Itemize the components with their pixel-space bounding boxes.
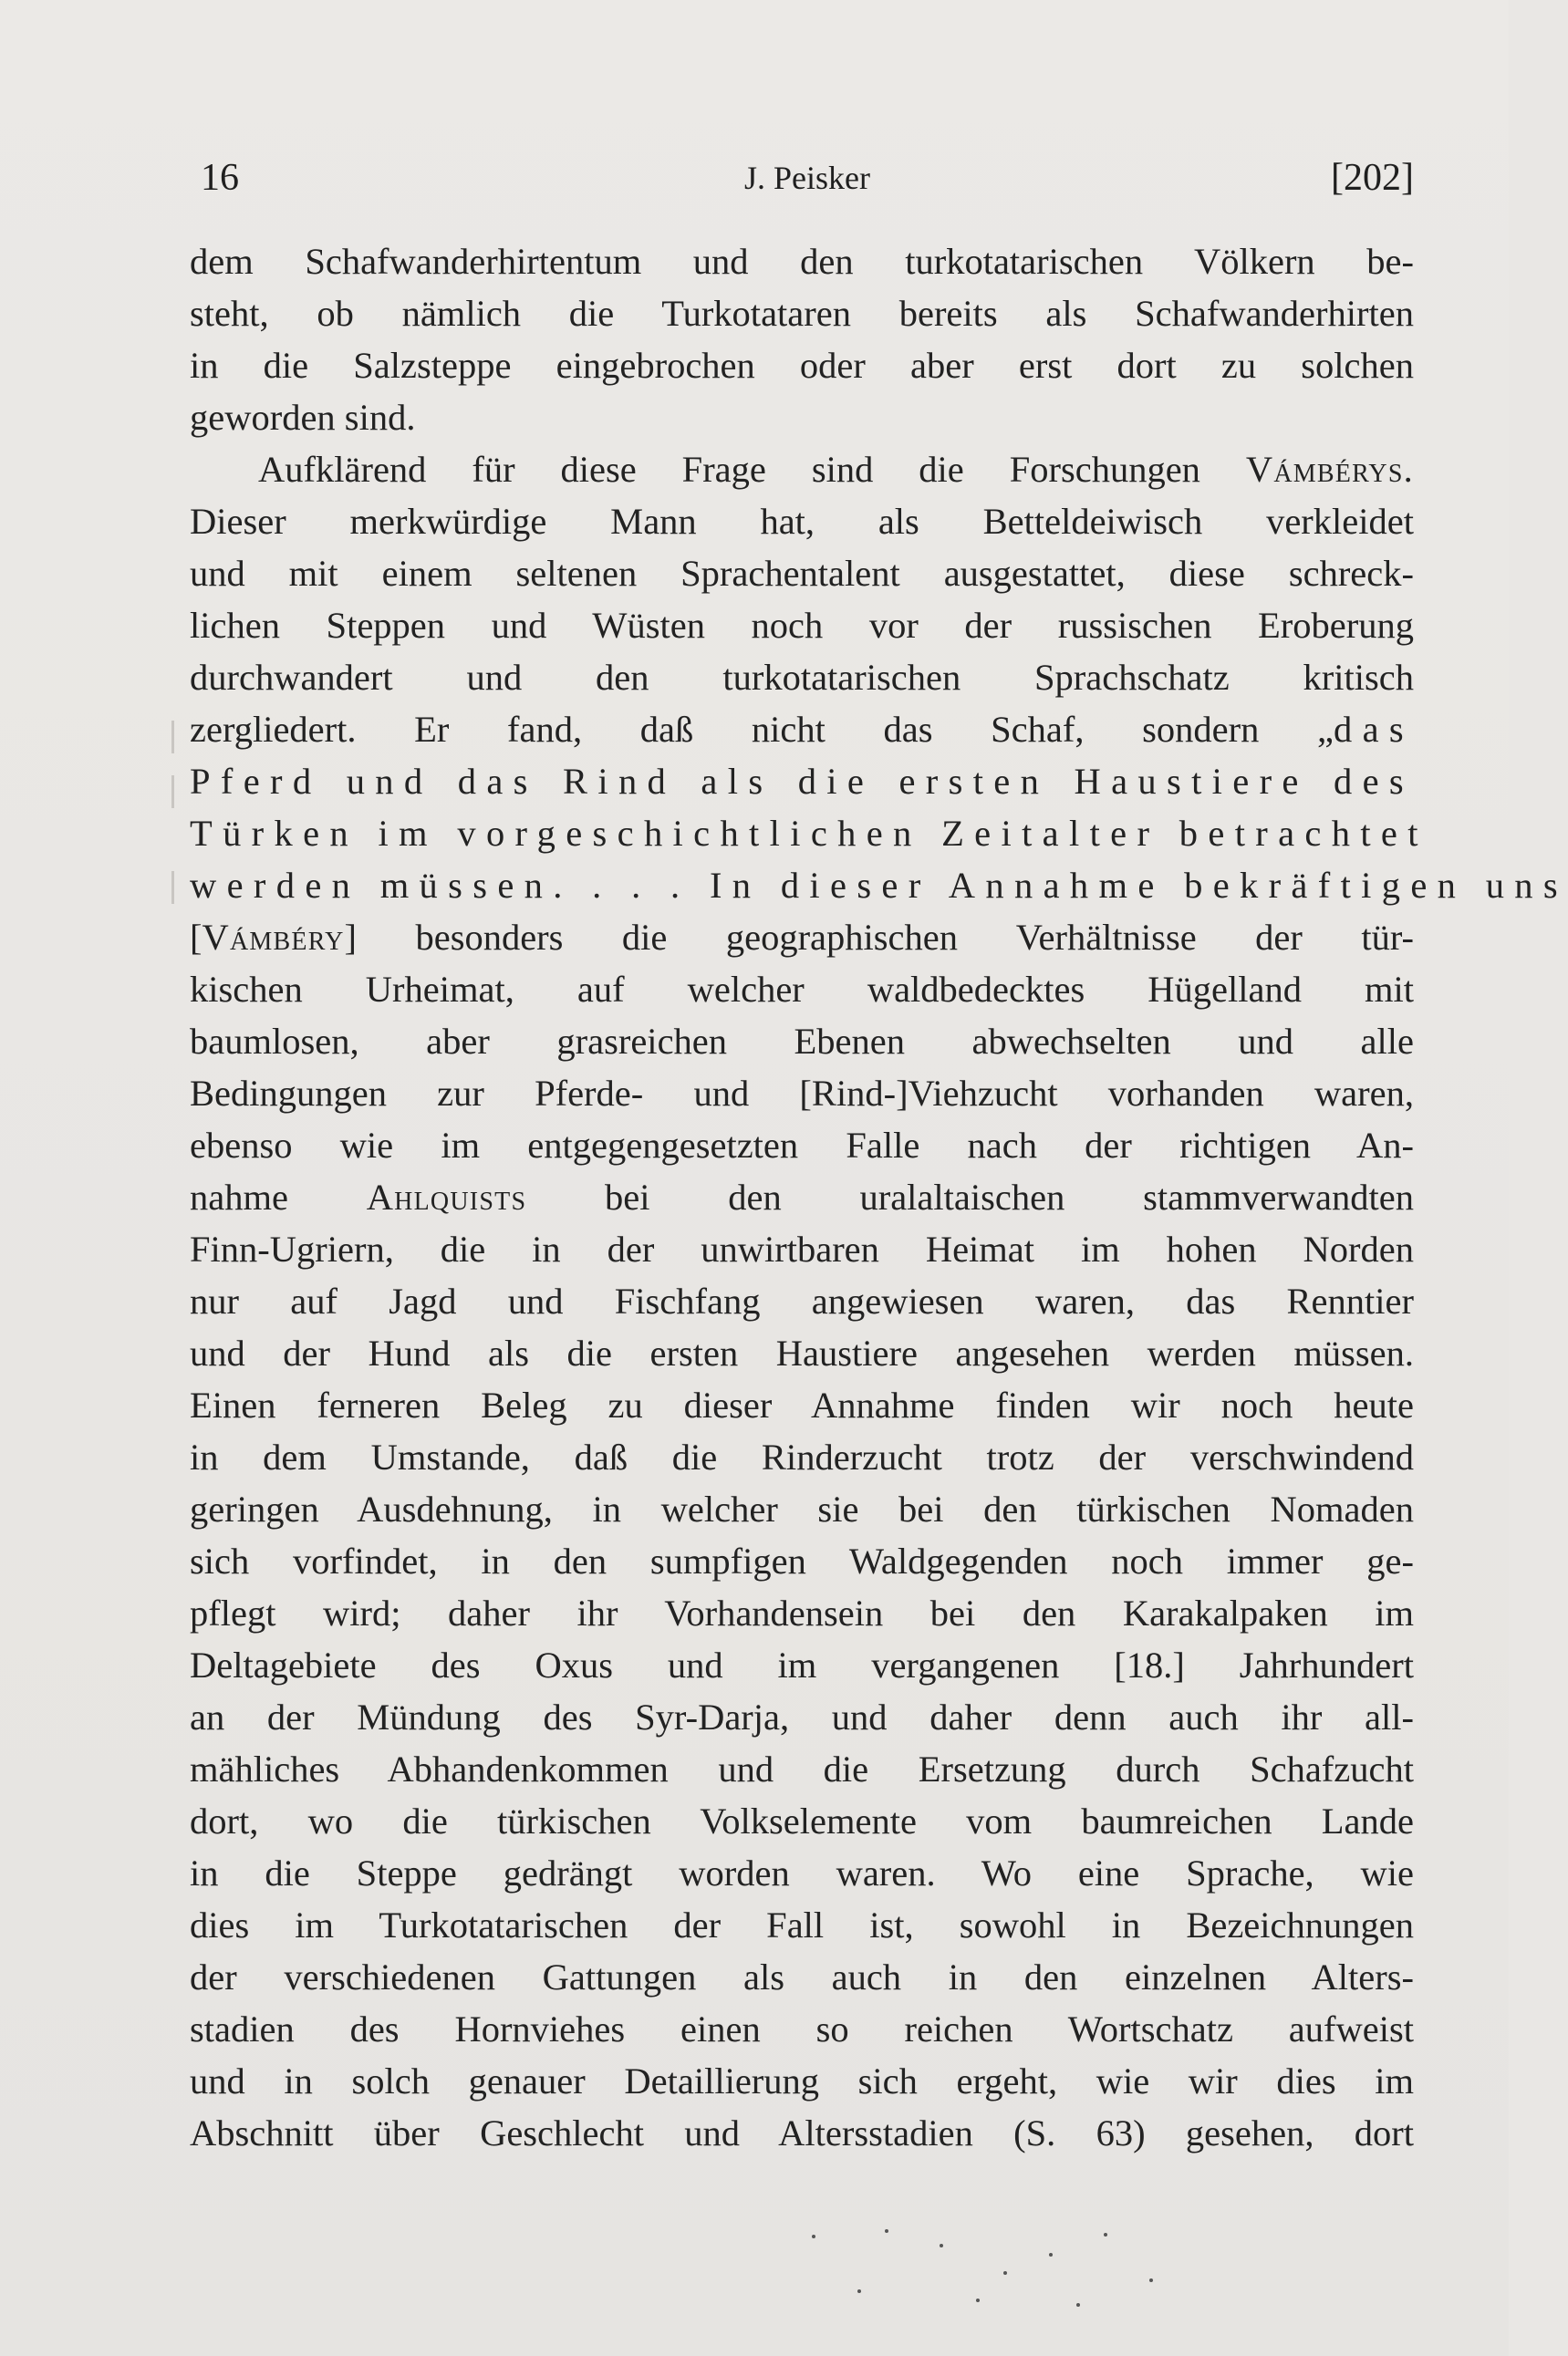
scan-speck (1104, 2233, 1107, 2237)
text-line: Einen ferneren Beleg zu dieser Annahme finden wir noch heute (190, 1385, 1414, 1426)
scan-speck (940, 2244, 943, 2247)
scan-speck (1003, 2271, 1007, 2275)
text-line: stadien des Hornviehes einen so reichen Wortschatz aufweist (190, 2008, 1414, 2050)
spaced-quote-text: werden müssen. . . . In dieser Annahme bekräftigen uns (190, 865, 1568, 906)
scan-speck (1076, 2303, 1080, 2307)
text-line: dort, wo die türkischen Volkselemente vom baumreichen Lande (190, 1801, 1414, 1842)
text-line: und mit einem seltenen Sprachentalent ausgestattet, diese schreck- (190, 553, 1414, 594)
text-line: pflegt wird; daher ihr Vorhandensein bei den Karakalpaken im (190, 1593, 1414, 1634)
text-line: kischen Urheimat, auf welcher waldbedecktes Hügelland mit (190, 969, 1414, 1010)
text-line-with-quote (190, 703, 1414, 755)
text-line: der verschiedenen Gattungen als auch in den einzelnen Alters- (190, 1956, 1414, 1998)
scan-speck (1149, 2278, 1153, 2282)
scan-speck (812, 2235, 815, 2238)
text-line: mähliches Abhandenkommen und die Ersetzung durch Schafzucht (190, 1749, 1414, 1790)
text-line: geringen Ausdehnung, in welcher sie bei den türkischen Nomaden (190, 1489, 1414, 1530)
text-line: dies im Turkotatarischen der Fall ist, sowohl in Bezeichnungen (190, 1905, 1414, 1946)
scan-speck (1049, 2253, 1053, 2257)
text-line-with-name (190, 911, 1414, 963)
text-line: an der Mündung des Syr-Darja, und daher denn auch ihr all- (190, 1697, 1414, 1738)
scan-speck (885, 2229, 888, 2233)
scan-specks (803, 2216, 1204, 2317)
text-line-with-name (190, 1171, 1414, 1223)
text-line: lichen Steppen und Wüsten noch vor der russischen Eroberung (190, 605, 1414, 646)
text-line: sich vorfindet, in den sumpfigen Waldgegenden noch immer ge- (190, 1541, 1414, 1582)
text-segment: ] besonders die geographischen Verhältnisse der tür- (344, 917, 1414, 958)
text-line: in die Salzsteppe eingebrochen oder aber erst dort zu solchen (190, 345, 1414, 386)
author-name-smallcaps: Vámbérys. (1245, 449, 1414, 490)
scan-gutter-mark (171, 775, 174, 808)
page-header (201, 150, 1414, 205)
text-segment: zergliedert. Er fand, daß nicht das Schaf, sondern „ (190, 709, 1334, 750)
text-segment: Aufklärend für diese Frage sind die Forschungen (258, 449, 1246, 490)
text-line: Dieser merkwürdige Mann hat, als Betteldeiwisch verkleidet (190, 501, 1414, 542)
text-line: dem Schafwanderhirtentum und den turkotatarischen Völkern be- (190, 241, 1414, 282)
text-segment: [ (190, 917, 202, 958)
text-line: Bedingungen zur Pferde- und [Rind-]Viehzucht vorhanden waren, (190, 1073, 1414, 1114)
text-line: in dem Umstande, daß die Rinderzucht trotz der verschwindend (190, 1437, 1414, 1478)
original-page-number: [202] (1331, 157, 1414, 199)
text-line: geworden sind. (190, 397, 416, 438)
text-line: und der Hund als die ersten Haustiere angesehen werden müssen. (190, 1333, 1414, 1374)
text-line: in die Steppe gedrängt worden waren. Wo eine Sprache, wie (190, 1853, 1414, 1894)
text-line: durchwandert und den turkotatarischen Sprachschatz kritisch (190, 657, 1414, 698)
scan-speck (857, 2289, 861, 2293)
body-text (190, 235, 1568, 2159)
paragraph-start-line (190, 443, 1414, 495)
scan-gutter-mark (171, 871, 174, 904)
author-name-smallcaps: Vámbéry (202, 917, 345, 958)
spaced-quote-line: Pferd und das Rind als die ersten Haustiere des (190, 761, 1414, 802)
text-segment: nahme (190, 1177, 367, 1218)
page-number: 16 (201, 157, 239, 199)
text-line: Finn-Ugriern, die in der unwirtbaren Heimat im hohen Norden (190, 1229, 1414, 1270)
text-line (190, 859, 1568, 911)
spaced-quote-line: Türken im vorgeschichtlichen Zeitalter betrachtet (190, 813, 1428, 854)
text-line: ebenso wie im entgegengesetzten Falle nach der richtigen An- (190, 1125, 1414, 1166)
author-name-smallcaps: Ahlquists (366, 1177, 527, 1218)
text-line: Abschnitt über Geschlecht und Altersstadien (S. 63) gesehen, dort (190, 2112, 1414, 2154)
text-line: nur auf Jagd und Fischfang angewiesen waren, das Renntier (190, 1281, 1414, 1322)
scan-speck (976, 2299, 980, 2302)
text-line: baumlosen, aber grasreichen Ebenen abwechselten und alle (190, 1021, 1414, 1062)
text-line: steht, ob nämlich die Turkotataren bereits als Schafwanderhirten (190, 293, 1414, 334)
text-segment: bei den uralaltaischen stammverwandten (526, 1177, 1414, 1218)
text-line: Deltagebiete des Oxus und im vergangenen [18.] Jahrhundert (190, 1645, 1414, 1686)
running-head: J. Peisker (744, 160, 870, 196)
text-line: und in solch genauer Detaillierung sich ergeht, wie wir dies im (190, 2060, 1414, 2102)
scan-gutter-mark (171, 721, 174, 753)
spaced-quote-text: das (1333, 709, 1414, 750)
